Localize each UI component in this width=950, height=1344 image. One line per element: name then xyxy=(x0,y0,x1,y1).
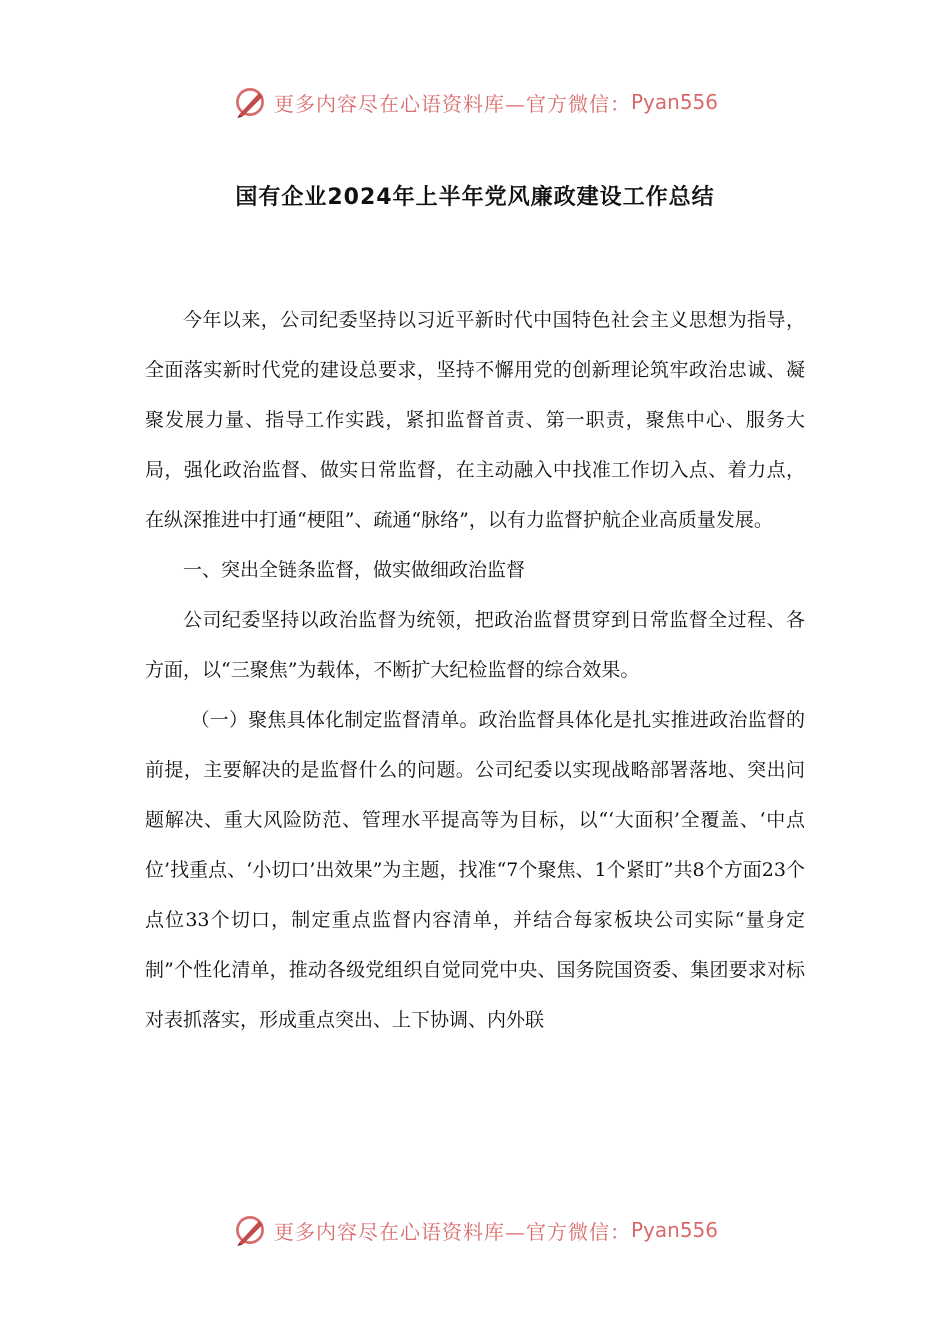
subsection-paragraph: （一）聚焦具体化制定监督清单。政治监督具体化是扎实推进政治监督的前提，主要解决的是监督什么的问题。公司纪委以实现战略部署落地、突出问题解决、重大风险防范、管理水平提高等为目标，以“‘大面积’全覆盖、‘中点位’找重点、‘小切口’出效果”为主题，找准“7个聚焦、1个紧盯”共8个方面23个点位33个切口，制定重点监督内容清单，并结合每家板块公司实际“量身定制”个性化清单，推动各级党组织自觉同党中央、国务院国资委、集团要求对标对表抓落实，形成重点突出、上下协调、内外联 xyxy=(145,709,805,1031)
watermark-footer xyxy=(0,1210,950,1250)
watermark-header xyxy=(0,82,950,122)
pen-logo-icon xyxy=(232,1212,268,1248)
intro-paragraph: 今年以来，公司纪委坚持以习近平新时代中国特色社会主义思想为指导，全面落实新时代党的建设总要求，坚持不懈用党的创新理论筑牢政治忠诚、凝聚发展力量、指导工作实践，紧扣监督首责、第一职责，聚焦中心、服务大局，强化政治监督、做实日常监督，在主动融入中找准工作切入点、着力点，在纵深推进中打通“梗阻”、疏通“脉络”，以有力监督护航企业高质量发展。 xyxy=(145,309,805,531)
document-title: 国有企业2024年上半年党风廉政建设工作总结 xyxy=(235,185,715,210)
watermark-text: 更多内容尽在心语资料库—官方微信： xyxy=(273,1219,631,1244)
watermark-wechat-id: Pyan556 xyxy=(630,90,718,114)
watermark-text: 更多内容尽在心语资料库—官方微信： xyxy=(273,91,631,116)
section-paragraph: 公司纪委坚持以政治监督为统领，把政治监督贯穿到日常监督全过程、各方面，以“三聚焦”为载体，不断扩大纪检监督的综合效果。 xyxy=(145,609,805,681)
watermark-wechat-id: Pyan556 xyxy=(630,1218,718,1242)
section-heading: 一、突出全链条监督，做实做细政治监督 xyxy=(183,559,526,581)
document-body xyxy=(145,295,805,1045)
pen-logo-icon xyxy=(232,84,268,120)
